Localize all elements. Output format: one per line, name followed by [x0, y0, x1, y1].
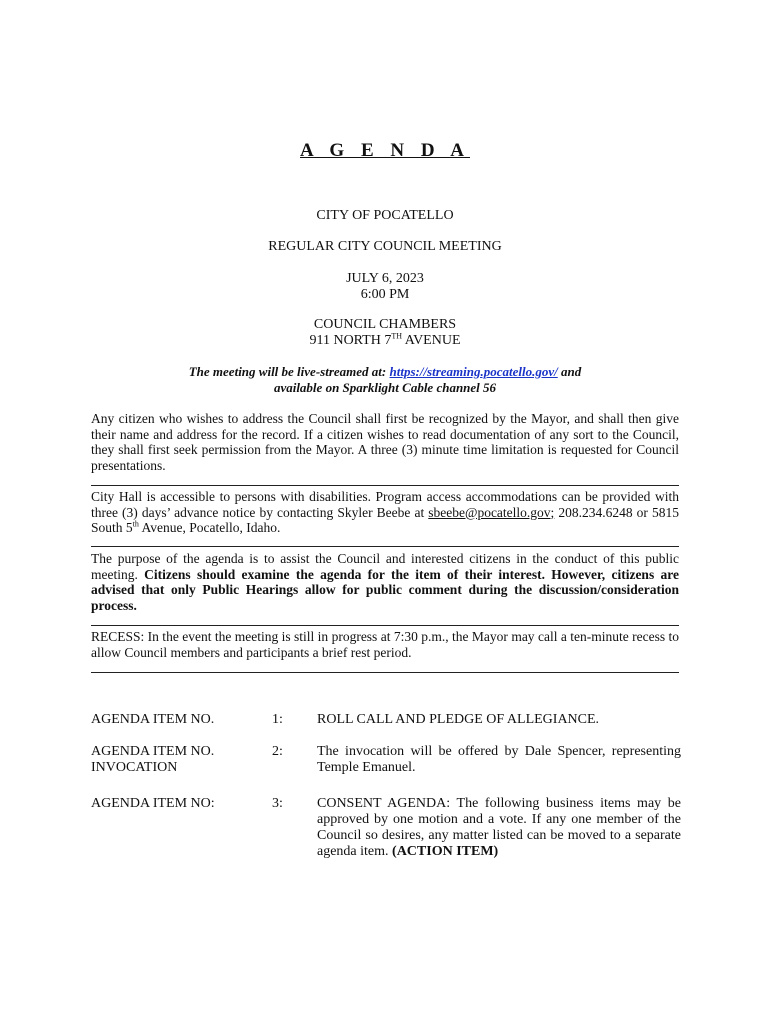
- purpose-paragraph: [91, 551, 679, 613]
- agenda-item-number: 1:: [272, 712, 283, 727]
- access-pre: City Hall is accessible to persons with disabilities. Program access accommodations can be provided with three (3) days’ advance notice by contacting Skyler Beebe at: [91, 489, 679, 520]
- purpose-bold: Citizens should examine the agenda for the item of their interest. However, citizens are advised that only Public Hearings allow for public comment during the discussion/consideration process.: [91, 566, 679, 613]
- accessibility-paragraph: [91, 489, 679, 536]
- divider: [91, 672, 679, 673]
- stream-post: and: [557, 364, 582, 379]
- venue: COUNCIL CHAMBERS: [313, 317, 457, 332]
- access-sup: th: [132, 519, 139, 529]
- access-mid: 208.234.6248 or 5815 South 5: [91, 504, 679, 535]
- meeting-date: JULY 6, 2023: [346, 271, 424, 286]
- meeting-time: 6:00 PM: [360, 287, 410, 302]
- divider: [91, 546, 679, 547]
- page-title: A G E N D A: [300, 140, 470, 161]
- recess-paragraph: RECESS: In the event the meeting is still in progress at 7:30 p.m., the Mayor may call a ten-minute recess to allow Council members and participants a brief rest period.: [91, 629, 679, 660]
- city-name: CITY OF POCATELLO: [316, 208, 454, 223]
- address-post: AVENUE: [402, 333, 461, 348]
- agenda-item-label: AGENDA ITEM NO.: [91, 712, 215, 727]
- agenda-item-number: 3:: [272, 796, 283, 811]
- access-email[interactable]: sbeebe@pocatello.gov;: [428, 504, 555, 520]
- agenda-item-number: 2:: [272, 744, 283, 759]
- agenda-item-text: CONSENT AGENDA: The following business items may be approved by one motion and a vote. If any one member of the Council so desires, any matter listed can be moved to a separate agenda item. (ACTION ITEM): [317, 796, 681, 859]
- stream-line2: available on Sparklight Cable channel 56: [273, 380, 497, 395]
- agenda-item-label: AGENDA ITEM NO:: [91, 796, 215, 811]
- agenda-item-text: The invocation will be offered by Dale Spencer, representing Temple Emanuel.: [317, 744, 681, 775]
- meeting-location: [0, 317, 770, 349]
- divider: [91, 485, 679, 486]
- access-post: Avenue, Pocatello, Idaho.: [138, 520, 281, 535]
- livestream-notice: [0, 364, 770, 396]
- stream-pre: The meeting will be live-streamed at:: [188, 364, 390, 379]
- divider: [91, 625, 679, 626]
- address-sup: TH: [391, 331, 403, 341]
- agenda-item-label: AGENDA ITEM NO. INVOCATION: [91, 744, 215, 775]
- stream-link[interactable]: https://streaming.pocatello.gov/: [389, 364, 558, 379]
- meeting-datetime: [0, 271, 770, 303]
- venue-address: [0, 333, 770, 349]
- citizen-paragraph: Any citizen who wishes to address the Council shall first be recognized by the Mayor, and shall then give their name and address for the record. If a citizen wishes to read documentation of any sort to the Council, they shall first seek permission from the Mayor. A three (3) minute time limitation is requested for Council presentations.: [91, 411, 679, 473]
- agenda-item-text: ROLL CALL AND PLEDGE OF ALLEGIANCE.: [317, 712, 600, 727]
- purpose-pre: The purpose of the agenda is to assist the Council and interested citizens in the conduct of this public meeting.: [91, 551, 679, 582]
- meeting-type: REGULAR CITY COUNCIL MEETING: [268, 239, 502, 254]
- address-pre: 911 NORTH 7: [309, 333, 392, 348]
